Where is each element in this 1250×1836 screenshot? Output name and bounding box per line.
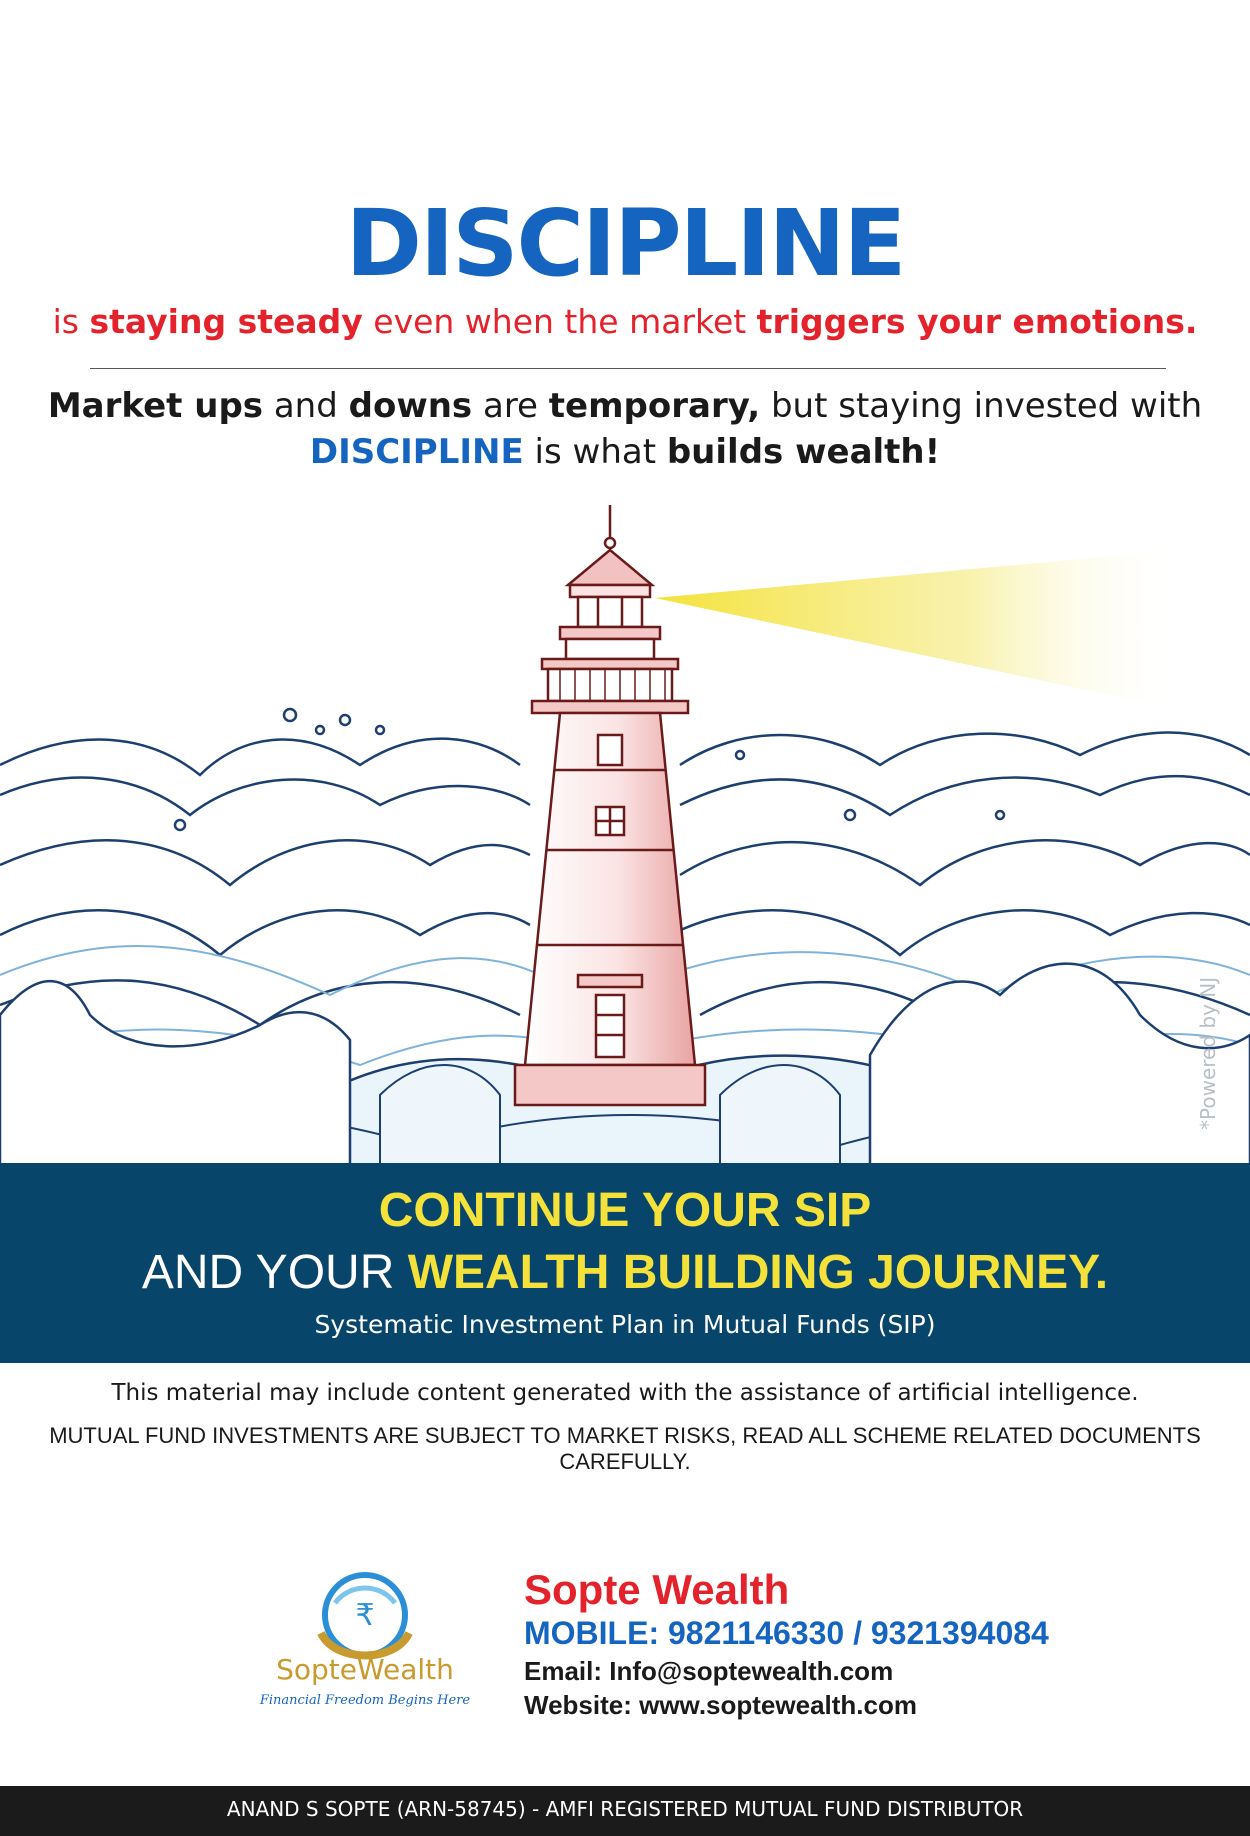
mobile-value[interactable]: 9821146330 / 9321394084 <box>667 1615 1049 1651</box>
tagline-w4: are <box>472 386 549 426</box>
email-label: Email: <box>524 1656 610 1686</box>
logo-wordmark <box>240 1653 490 1686</box>
banner-line-3: Systematic Investment Plan in Mutual Funds (SIP) <box>314 1310 936 1339</box>
banner-line-2 <box>0 1247 1250 1300</box>
powered-by-label: *Powered by NJ <box>1196 976 1220 1130</box>
tagline <box>0 383 1250 475</box>
banner-line-1: CONTINUE YOUR SIP <box>378 1184 872 1237</box>
tagline-w1: Market ups <box>47 386 264 426</box>
tagline-w8: is what <box>523 432 667 472</box>
tagline-w3: downs <box>348 386 473 426</box>
light-beam-icon <box>655 550 1180 710</box>
logo-name-a: Sopte <box>276 1653 357 1686</box>
banner-line-2-pre: AND YOUR <box>141 1246 408 1299</box>
tagline-w5: temporary, <box>548 386 761 426</box>
logo-tagline: Financial Freedom Begins Here <box>259 1693 471 1708</box>
divider <box>90 368 1166 369</box>
website-link[interactable]: www.soptewealth.com <box>639 1690 917 1720</box>
company-name: Sopte Wealth <box>524 1566 790 1613</box>
email-link[interactable]: Info@soptewealth.com <box>609 1656 894 1686</box>
website-line[interactable] <box>524 1690 917 1721</box>
tagline-w2: and <box>263 386 349 426</box>
ai-disclaimer: This material may include content generated with the assistance of artificial intelligence. <box>111 1380 1139 1406</box>
mobile-label: MOBILE: <box>524 1615 668 1651</box>
tagline-w7: DISCIPLINE <box>309 432 524 472</box>
website-label: Website: <box>524 1690 640 1720</box>
subtitle-bold-2: triggers your emotions. <box>756 302 1198 341</box>
subtitle-bold-1: staying steady <box>89 302 363 341</box>
risk-disclaimer: MUTUAL FUND INVESTMENTS ARE SUBJECT TO MARKET RISKS, READ ALL SCHEME RELATED DOCUMENTS CAREFULLY. <box>49 1423 1201 1474</box>
headline-title: DISCIPLINE <box>345 190 905 297</box>
lighthouse-illustration <box>0 495 1250 1165</box>
subtitle-pre: is <box>52 302 90 341</box>
tagline-w9: builds wealth! <box>666 432 941 472</box>
svg-text:₹: ₹ <box>355 1598 375 1633</box>
logo-name-b: Wealth <box>356 1653 454 1686</box>
subtitle-mid: even when the market <box>362 302 757 341</box>
headline-subtitle <box>0 302 1250 342</box>
banner-line-2-bold: WEALTH BUILDING JOURNEY. <box>407 1246 1109 1299</box>
mobile-numbers[interactable] <box>524 1615 1049 1652</box>
tagline-w6: but staying invested with <box>760 386 1203 426</box>
email-line[interactable] <box>524 1656 893 1687</box>
footer-text: ANAND S SOPTE (ARN-58745) - AMFI REGISTERED MUTUAL FUND DISTRIBUTOR <box>226 1797 1024 1821</box>
lighthouse-icon <box>515 505 705 1105</box>
